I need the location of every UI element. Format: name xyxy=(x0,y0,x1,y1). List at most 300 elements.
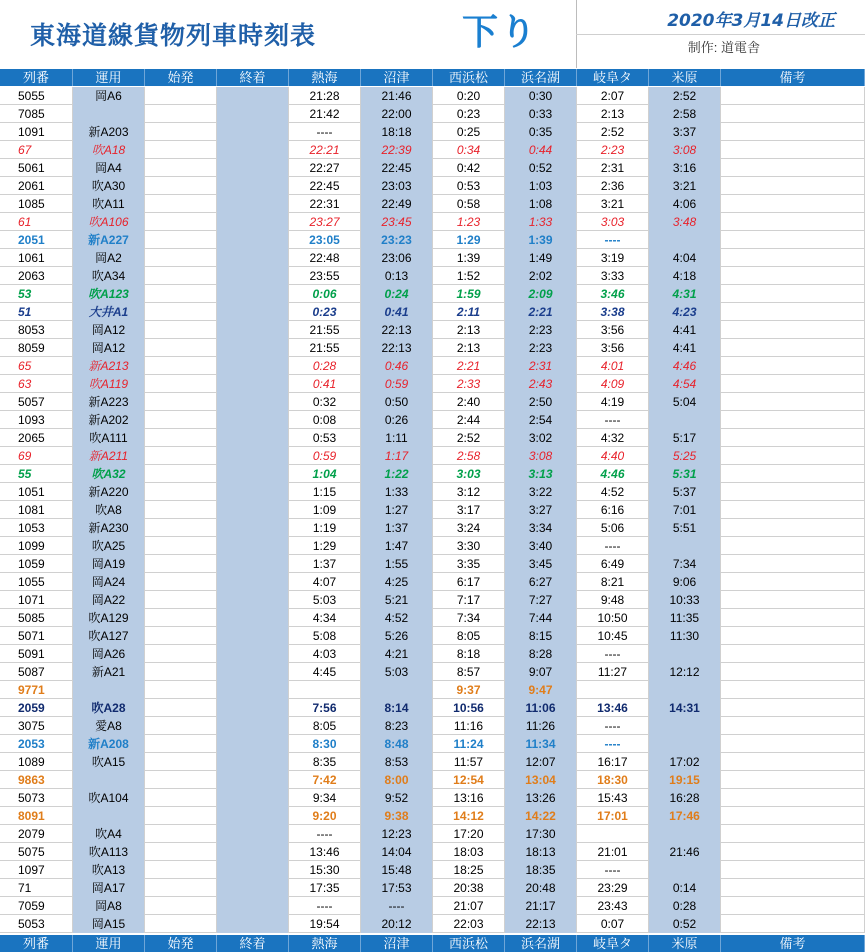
cell-hamanako: 1:03 xyxy=(505,177,577,195)
cell-remarks xyxy=(721,627,865,645)
cell-hamanako: 12:07 xyxy=(505,753,577,771)
cell-gifu-terminal: 3:03 xyxy=(577,213,649,231)
cell-gifu-terminal: 3:56 xyxy=(577,321,649,339)
cell-hamanako: 3:22 xyxy=(505,483,577,501)
cell-hamanako: 8:15 xyxy=(505,627,577,645)
cell-destination xyxy=(217,861,289,879)
cell-remarks xyxy=(721,321,865,339)
cell-nishihamamatsu: 2:40 xyxy=(433,393,505,411)
col-header-unit: 運用 xyxy=(73,69,145,86)
cell-unit: 岡A22 xyxy=(73,591,145,609)
cell-nishihamamatsu: 21:07 xyxy=(433,897,505,915)
cell-numazu: 5:26 xyxy=(361,627,433,645)
cell-hamanako: 13:26 xyxy=(505,789,577,807)
cell-remarks xyxy=(721,213,865,231)
direction-label: 下り xyxy=(462,12,539,53)
cell-numazu: 22:13 xyxy=(361,339,433,357)
cell-numazu: 8:23 xyxy=(361,717,433,735)
cell-numazu: 0:50 xyxy=(361,393,433,411)
cell-remarks xyxy=(721,447,865,465)
cell-nishihamamatsu: 1:59 xyxy=(433,285,505,303)
cell-hamanako: 3:34 xyxy=(505,519,577,537)
table-row xyxy=(0,879,865,897)
cell-train-number: 1059 xyxy=(0,555,73,573)
page-title: 東海道線貨物列車時刻表 xyxy=(30,21,317,50)
cell-remarks xyxy=(721,699,865,717)
cell-destination xyxy=(217,105,289,123)
cell-remarks xyxy=(721,681,865,699)
cell-numazu: 1:37 xyxy=(361,519,433,537)
cell-nishihamamatsu: 2:58 xyxy=(433,447,505,465)
cell-train-number: 55 xyxy=(0,465,73,483)
cell-train-number: 2079 xyxy=(0,825,73,843)
cell-unit: 岡A17 xyxy=(73,879,145,897)
cell-origin xyxy=(145,843,217,861)
cell-nishihamamatsu: 2:21 xyxy=(433,357,505,375)
cell-hamanako: 3:13 xyxy=(505,465,577,483)
cell-hamanako: 2:50 xyxy=(505,393,577,411)
cell-nishihamamatsu: 1:29 xyxy=(433,231,505,249)
cell-unit xyxy=(73,807,145,825)
cell-hamanako: 2:31 xyxy=(505,357,577,375)
cell-atami: 1:29 xyxy=(289,537,361,555)
cell-hamanako: 21:17 xyxy=(505,897,577,915)
cell-train-number: 5055 xyxy=(0,87,73,105)
cell-unit: 岡A8 xyxy=(73,897,145,915)
cell-nishihamamatsu: 2:52 xyxy=(433,429,505,447)
cell-nishihamamatsu: 6:17 xyxy=(433,573,505,591)
table-row xyxy=(0,537,865,555)
cell-hamanako: 14:22 xyxy=(505,807,577,825)
cell-remarks xyxy=(721,339,865,357)
cell-maibara: 5:51 xyxy=(649,519,721,537)
cell-train-number: 1055 xyxy=(0,573,73,591)
cell-unit: 吹A119 xyxy=(73,375,145,393)
cell-origin xyxy=(145,141,217,159)
table-row xyxy=(0,735,865,753)
cell-nishihamamatsu: 3:03 xyxy=(433,465,505,483)
table-row xyxy=(0,807,865,825)
cell-origin xyxy=(145,249,217,267)
cell-unit: 吹A106 xyxy=(73,213,145,231)
col-header-gifu-terminal: 岐阜タ xyxy=(577,69,649,86)
col-footer-gifu-terminal: 岐阜タ xyxy=(577,935,649,952)
cell-numazu: 22:49 xyxy=(361,195,433,213)
cell-hamanako: 0:30 xyxy=(505,87,577,105)
cell-nishihamamatsu: 0:23 xyxy=(433,105,505,123)
cell-remarks xyxy=(721,645,865,663)
cell-unit: 岡A24 xyxy=(73,573,145,591)
cell-remarks xyxy=(721,807,865,825)
cell-gifu-terminal: 6:16 xyxy=(577,501,649,519)
cell-unit: 岡A12 xyxy=(73,321,145,339)
maker-credit: 制作: 道電舎 xyxy=(687,40,760,55)
cell-train-number: 1091 xyxy=(0,123,73,141)
cell-hamanako: 1:08 xyxy=(505,195,577,213)
cell-maibara: 3:08 xyxy=(649,141,721,159)
cell-atami: 1:04 xyxy=(289,465,361,483)
col-footer-train: 列番 xyxy=(0,935,73,952)
cell-gifu-terminal: 23:29 xyxy=(577,879,649,897)
cell-remarks xyxy=(721,591,865,609)
cell-train-number: 7059 xyxy=(0,897,73,915)
cell-nishihamamatsu: 11:16 xyxy=(433,717,505,735)
cell-destination xyxy=(217,843,289,861)
cell-numazu: 22:45 xyxy=(361,159,433,177)
col-footer-maibara: 米原 xyxy=(649,935,721,952)
cell-hamanako: 3:08 xyxy=(505,447,577,465)
cell-maibara xyxy=(649,537,721,555)
cell-maibara: 7:01 xyxy=(649,501,721,519)
revision-date: 2020年3月14日改正 xyxy=(667,11,835,31)
cell-destination xyxy=(217,609,289,627)
column-header-bottom xyxy=(0,935,865,952)
col-header-remarks: 備考 xyxy=(721,69,865,86)
cell-train-number: 5075 xyxy=(0,843,73,861)
cell-maibara: 12:12 xyxy=(649,663,721,681)
table-row xyxy=(0,231,865,249)
cell-numazu: 9:38 xyxy=(361,807,433,825)
cell-unit: 吹A123 xyxy=(73,285,145,303)
cell-destination xyxy=(217,411,289,429)
cell-remarks xyxy=(721,897,865,915)
cell-unit: 吹A25 xyxy=(73,537,145,555)
cell-train-number: 9863 xyxy=(0,771,73,789)
cell-remarks xyxy=(721,519,865,537)
cell-atami: 7:56 xyxy=(289,699,361,717)
cell-nishihamamatsu: 3:17 xyxy=(433,501,505,519)
cell-nishihamamatsu: 0:58 xyxy=(433,195,505,213)
cell-destination xyxy=(217,267,289,285)
cell-unit: 吹A15 xyxy=(73,753,145,771)
cell-numazu: 15:48 xyxy=(361,861,433,879)
cell-destination xyxy=(217,429,289,447)
cell-remarks xyxy=(721,285,865,303)
cell-gifu-terminal: 4:32 xyxy=(577,429,649,447)
cell-origin xyxy=(145,591,217,609)
cell-origin xyxy=(145,519,217,537)
cell-atami: 9:34 xyxy=(289,789,361,807)
col-header-maibara: 米原 xyxy=(649,69,721,86)
col-footer-destination: 終着 xyxy=(217,935,289,952)
cell-remarks xyxy=(721,537,865,555)
table-row xyxy=(0,447,865,465)
cell-origin xyxy=(145,159,217,177)
cell-origin xyxy=(145,609,217,627)
cell-maibara: 0:14 xyxy=(649,879,721,897)
cell-nishihamamatsu: 2:13 xyxy=(433,339,505,357)
col-footer-unit: 運用 xyxy=(73,935,145,952)
cell-remarks xyxy=(721,357,865,375)
cell-unit: 吹A4 xyxy=(73,825,145,843)
col-header-numazu: 沼津 xyxy=(361,69,433,86)
table-row xyxy=(0,141,865,159)
cell-remarks xyxy=(721,195,865,213)
cell-destination xyxy=(217,807,289,825)
cell-origin xyxy=(145,861,217,879)
cell-atami: 8:35 xyxy=(289,753,361,771)
cell-numazu: 9:52 xyxy=(361,789,433,807)
cell-gifu-terminal: 3:19 xyxy=(577,249,649,267)
cell-maibara: 4:18 xyxy=(649,267,721,285)
cell-gifu-terminal: ---- xyxy=(577,411,649,429)
cell-train-number: 1081 xyxy=(0,501,73,519)
cell-maibara: 4:23 xyxy=(649,303,721,321)
cell-train-number: 1051 xyxy=(0,483,73,501)
cell-destination xyxy=(217,735,289,753)
table-row xyxy=(0,663,865,681)
cell-numazu: 5:03 xyxy=(361,663,433,681)
cell-destination xyxy=(217,645,289,663)
cell-atami: 22:31 xyxy=(289,195,361,213)
cell-nishihamamatsu: 8:57 xyxy=(433,663,505,681)
cell-hamanako: 22:13 xyxy=(505,915,577,933)
cell-maibara: 17:02 xyxy=(649,753,721,771)
cell-destination xyxy=(217,627,289,645)
cell-origin xyxy=(145,663,217,681)
cell-hamanako: 18:13 xyxy=(505,843,577,861)
table-row xyxy=(0,573,865,591)
cell-destination xyxy=(217,663,289,681)
cell-hamanako: 6:27 xyxy=(505,573,577,591)
cell-numazu: 4:52 xyxy=(361,609,433,627)
cell-destination xyxy=(217,339,289,357)
cell-hamanako: 13:04 xyxy=(505,771,577,789)
cell-nishihamamatsu: 1:39 xyxy=(433,249,505,267)
cell-atami: 22:27 xyxy=(289,159,361,177)
cell-train-number: 61 xyxy=(0,213,73,231)
cell-remarks xyxy=(721,753,865,771)
cell-numazu: 23:06 xyxy=(361,249,433,267)
cell-atami: 1:15 xyxy=(289,483,361,501)
cell-remarks xyxy=(721,609,865,627)
cell-gifu-terminal: 4:01 xyxy=(577,357,649,375)
cell-gifu-terminal: 2:31 xyxy=(577,159,649,177)
cell-hamanako: 0:44 xyxy=(505,141,577,159)
table-row xyxy=(0,465,865,483)
cell-hamanako: 2:21 xyxy=(505,303,577,321)
cell-atami: 7:42 xyxy=(289,771,361,789)
cell-destination xyxy=(217,321,289,339)
cell-hamanako: 20:48 xyxy=(505,879,577,897)
table-row xyxy=(0,861,865,879)
cell-maibara: 3:48 xyxy=(649,213,721,231)
cell-origin xyxy=(145,357,217,375)
cell-remarks xyxy=(721,303,865,321)
cell-unit: 吹A129 xyxy=(73,609,145,627)
table-row xyxy=(0,699,865,717)
cell-destination xyxy=(217,591,289,609)
cell-hamanako: 0:52 xyxy=(505,159,577,177)
cell-nishihamamatsu: 3:30 xyxy=(433,537,505,555)
cell-nishihamamatsu: 0:42 xyxy=(433,159,505,177)
cell-hamanako: 2:54 xyxy=(505,411,577,429)
cell-remarks xyxy=(721,177,865,195)
col-footer-origin: 始発 xyxy=(145,935,217,952)
cell-nishihamamatsu: 3:12 xyxy=(433,483,505,501)
cell-origin xyxy=(145,681,217,699)
cell-destination xyxy=(217,789,289,807)
cell-train-number: 1053 xyxy=(0,519,73,537)
cell-maibara: 17:46 xyxy=(649,807,721,825)
cell-destination xyxy=(217,465,289,483)
cell-numazu: 0:41 xyxy=(361,303,433,321)
cell-remarks xyxy=(721,411,865,429)
cell-train-number: 53 xyxy=(0,285,73,303)
cell-remarks xyxy=(721,375,865,393)
table-row xyxy=(0,249,865,267)
cell-gifu-terminal: 15:43 xyxy=(577,789,649,807)
cell-atami: 22:48 xyxy=(289,249,361,267)
cell-maibara: 5:25 xyxy=(649,447,721,465)
cell-nishihamamatsu: 2:13 xyxy=(433,321,505,339)
table-row xyxy=(0,339,865,357)
cell-maibara: 2:52 xyxy=(649,87,721,105)
cell-atami: 21:55 xyxy=(289,339,361,357)
cell-origin xyxy=(145,123,217,141)
timetable-body xyxy=(0,87,865,935)
cell-origin xyxy=(145,375,217,393)
cell-numazu: 22:39 xyxy=(361,141,433,159)
table-row xyxy=(0,501,865,519)
cell-train-number: 5087 xyxy=(0,663,73,681)
cell-numazu: 17:53 xyxy=(361,879,433,897)
cell-atami: 5:03 xyxy=(289,591,361,609)
cell-nishihamamatsu: 12:54 xyxy=(433,771,505,789)
cell-maibara: 4:41 xyxy=(649,321,721,339)
cell-numazu: 1:47 xyxy=(361,537,433,555)
cell-nishihamamatsu: 1:52 xyxy=(433,267,505,285)
cell-gifu-terminal: 4:40 xyxy=(577,447,649,465)
cell-nishihamamatsu: 13:16 xyxy=(433,789,505,807)
table-row xyxy=(0,105,865,123)
cell-numazu: 14:04 xyxy=(361,843,433,861)
cell-numazu: 4:25 xyxy=(361,573,433,591)
cell-numazu: 8:48 xyxy=(361,735,433,753)
cell-unit: 吹A104 xyxy=(73,789,145,807)
cell-origin xyxy=(145,429,217,447)
table-row xyxy=(0,195,865,213)
cell-remarks xyxy=(721,249,865,267)
cell-nishihamamatsu: 17:20 xyxy=(433,825,505,843)
cell-origin xyxy=(145,717,217,735)
cell-numazu: 23:45 xyxy=(361,213,433,231)
table-row xyxy=(0,771,865,789)
cell-atami: 21:55 xyxy=(289,321,361,339)
table-row xyxy=(0,717,865,735)
cell-atami: 1:37 xyxy=(289,555,361,573)
cell-destination xyxy=(217,123,289,141)
cell-remarks xyxy=(721,267,865,285)
cell-maibara: 14:31 xyxy=(649,699,721,717)
cell-atami: ---- xyxy=(289,825,361,843)
cell-origin xyxy=(145,231,217,249)
cell-gifu-terminal: 6:49 xyxy=(577,555,649,573)
cell-maibara: 4:31 xyxy=(649,285,721,303)
table-row xyxy=(0,825,865,843)
table-row xyxy=(0,609,865,627)
cell-train-number: 5061 xyxy=(0,159,73,177)
cell-numazu: ---- xyxy=(361,897,433,915)
cell-gifu-terminal: 21:01 xyxy=(577,843,649,861)
cell-maibara: 5:31 xyxy=(649,465,721,483)
cell-numazu: 8:14 xyxy=(361,699,433,717)
cell-origin xyxy=(145,537,217,555)
cell-train-number: 65 xyxy=(0,357,73,375)
cell-origin xyxy=(145,753,217,771)
col-footer-atami: 熱海 xyxy=(289,935,361,952)
cell-gifu-terminal: 10:45 xyxy=(577,627,649,645)
cell-gifu-terminal: ---- xyxy=(577,735,649,753)
cell-remarks xyxy=(721,501,865,519)
cell-atami: 5:08 xyxy=(289,627,361,645)
cell-train-number: 1061 xyxy=(0,249,73,267)
cell-gifu-terminal: ---- xyxy=(577,645,649,663)
table-row xyxy=(0,393,865,411)
cell-remarks xyxy=(721,735,865,753)
cell-train-number: 1099 xyxy=(0,537,73,555)
cell-remarks xyxy=(721,771,865,789)
cell-maibara: 0:28 xyxy=(649,897,721,915)
cell-origin xyxy=(145,645,217,663)
revision-divider xyxy=(576,34,865,35)
cell-unit: 吹A111 xyxy=(73,429,145,447)
table-row xyxy=(0,681,865,699)
cell-maibara: 0:52 xyxy=(649,915,721,933)
table-row xyxy=(0,213,865,231)
cell-destination xyxy=(217,915,289,933)
cell-maibara: 2:58 xyxy=(649,105,721,123)
cell-maibara xyxy=(649,825,721,843)
table-row xyxy=(0,645,865,663)
cell-nishihamamatsu: 2:44 xyxy=(433,411,505,429)
cell-origin xyxy=(145,825,217,843)
cell-remarks xyxy=(721,789,865,807)
cell-unit: 新A208 xyxy=(73,735,145,753)
cell-unit: 吹A30 xyxy=(73,177,145,195)
cell-unit: 岡A12 xyxy=(73,339,145,357)
cell-destination xyxy=(217,897,289,915)
cell-hamanako: 2:02 xyxy=(505,267,577,285)
cell-train-number: 5091 xyxy=(0,645,73,663)
table-row xyxy=(0,177,865,195)
cell-unit: 吹A32 xyxy=(73,465,145,483)
cell-atami: 9:20 xyxy=(289,807,361,825)
cell-destination xyxy=(217,87,289,105)
cell-gifu-terminal: 8:21 xyxy=(577,573,649,591)
cell-nishihamamatsu: 20:38 xyxy=(433,879,505,897)
column-header-top xyxy=(0,69,865,86)
cell-remarks xyxy=(721,555,865,573)
cell-nishihamamatsu: 11:57 xyxy=(433,753,505,771)
cell-origin xyxy=(145,807,217,825)
cell-remarks xyxy=(721,231,865,249)
table-row xyxy=(0,321,865,339)
cell-gifu-terminal: ---- xyxy=(577,861,649,879)
table-row xyxy=(0,375,865,393)
cell-gifu-terminal: 4:46 xyxy=(577,465,649,483)
cell-numazu: 21:46 xyxy=(361,87,433,105)
cell-maibara: 3:16 xyxy=(649,159,721,177)
cell-train-number: 71 xyxy=(0,879,73,897)
cell-origin xyxy=(145,195,217,213)
cell-atami: 1:19 xyxy=(289,519,361,537)
table-row xyxy=(0,591,865,609)
cell-atami xyxy=(289,681,361,699)
cell-remarks xyxy=(721,465,865,483)
col-header-destination: 終着 xyxy=(217,69,289,86)
cell-gifu-terminal: 17:01 xyxy=(577,807,649,825)
